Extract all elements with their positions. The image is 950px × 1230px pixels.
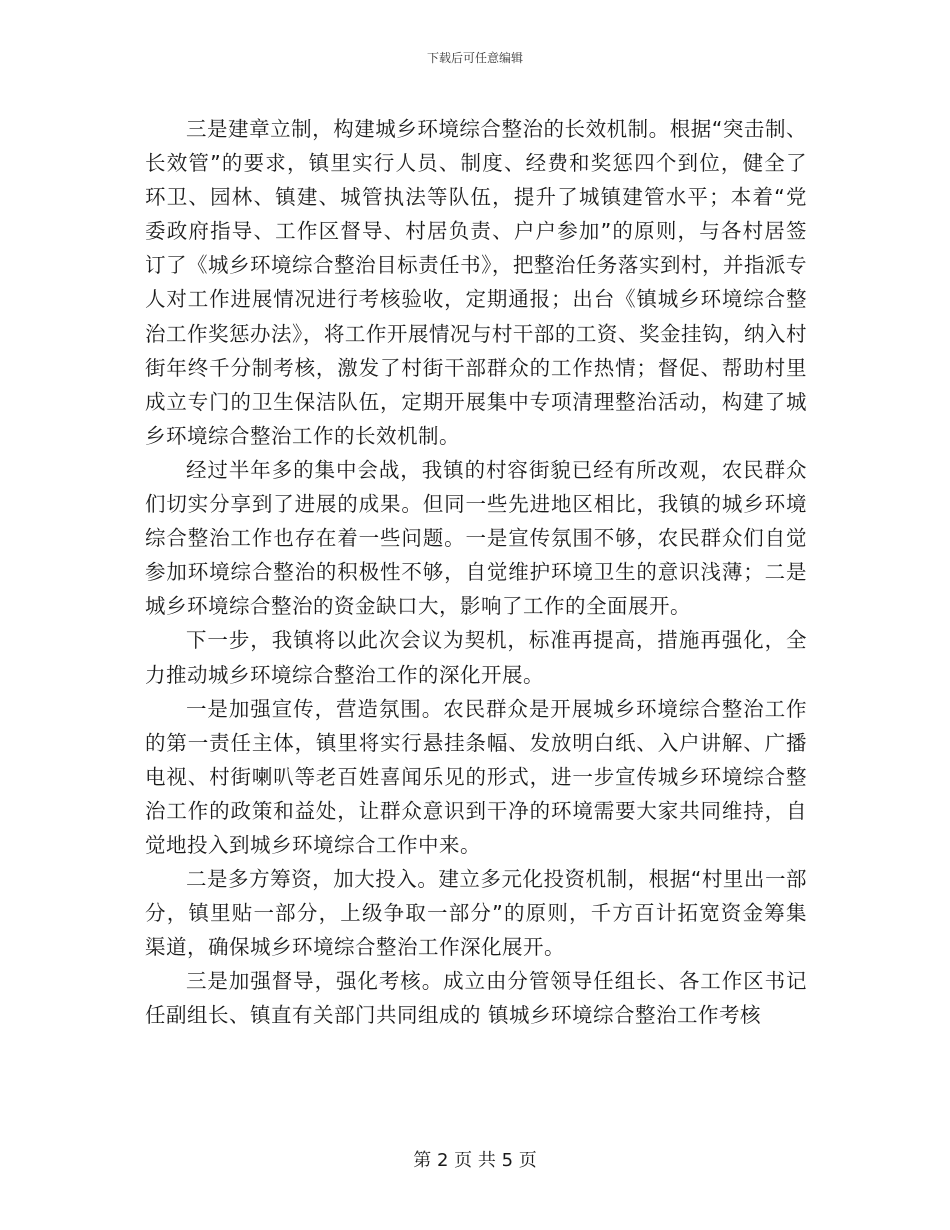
body-paragraph-6: 三是加强督导，强化考核。成立由分管领导任组长、各工作区书记任副组长、镇直有关部门共同组成的 镇城乡环境综合整治工作考核 xyxy=(145,969,807,1028)
body-paragraph-3: 下一步，我镇将以此次会议为契机，标准再提高，措施再强化，全力推动城乡环境综合整治工作的深化开展。 xyxy=(145,628,807,687)
body-paragraph-1: 三是建章立制，构建城乡环境综合整治的长效机制。根据“突击制、长效管”的要求，镇里实行人员、制度、经费和奖惩四个到位，健全了环卫、园林、镇建、城管执法等队伍，提升了城镇建管水平；本着“党委政府指导、工作区督导、村居负责、户户参加”的原则，与各村居签订了《城乡环境综合整治目标责任书》，把整治任务落实到村，并指派专人对工作进展情况进行考核验收，定期通报；出台《镇城乡环境综合整治工作奖惩办法》，将工作开展情况与村干部的工资、奖金挂钩，纳入村街年终千分制考核，激发了村街干部群众的工作热情；督促、帮助村里成立专门的卫生保洁队伍，定期开展集中专项清理整治活动，构建了城乡环境综合整治工作的长效机制。 xyxy=(145,117,807,448)
body-paragraph-2: 经过半年多的集中会战，我镇的村容街貌已经有所改观，农民群众们切实分享到了进展的成果。但同一些先进地区相比，我镇的城乡环境综合整治工作也存在着一些问题。一是宣传氛围不够，农民群众们自觉参加环境综合整治的积极性不够，自觉维护环境卫生的意识浅薄；二是城乡环境综合整治的资金缺口大，影响了工作的全面展开。 xyxy=(145,457,807,619)
document-body xyxy=(145,112,807,1033)
body-paragraph-5: 二是多方筹资，加大投入。建立多元化投资机制，根据“村里出一部分，镇里贴一部分，上级争取一部分”的原则，千方百计拓宽资金筹集渠道，确保城乡环境综合整治工作深化展开。 xyxy=(145,867,807,960)
page-number-footer: 第 2 页 共 5 页 xyxy=(413,1150,537,1171)
body-paragraph-4: 一是加强宣传，营造氛围。农民群众是开展城乡环境综合整治工作的第一责任主体，镇里将实行悬挂条幅、发放明白纸、入户讲解、广播电视、村街喇叭等老百姓喜闻乐见的形式，进一步宣传城乡环境综合整治工作的政策和益处，让群众意识到干净的环境需要大家共同维持，自觉地投入到城乡环境综合工作中来。 xyxy=(145,696,807,857)
page-header-note: 下载后可任意编辑 xyxy=(426,51,523,65)
